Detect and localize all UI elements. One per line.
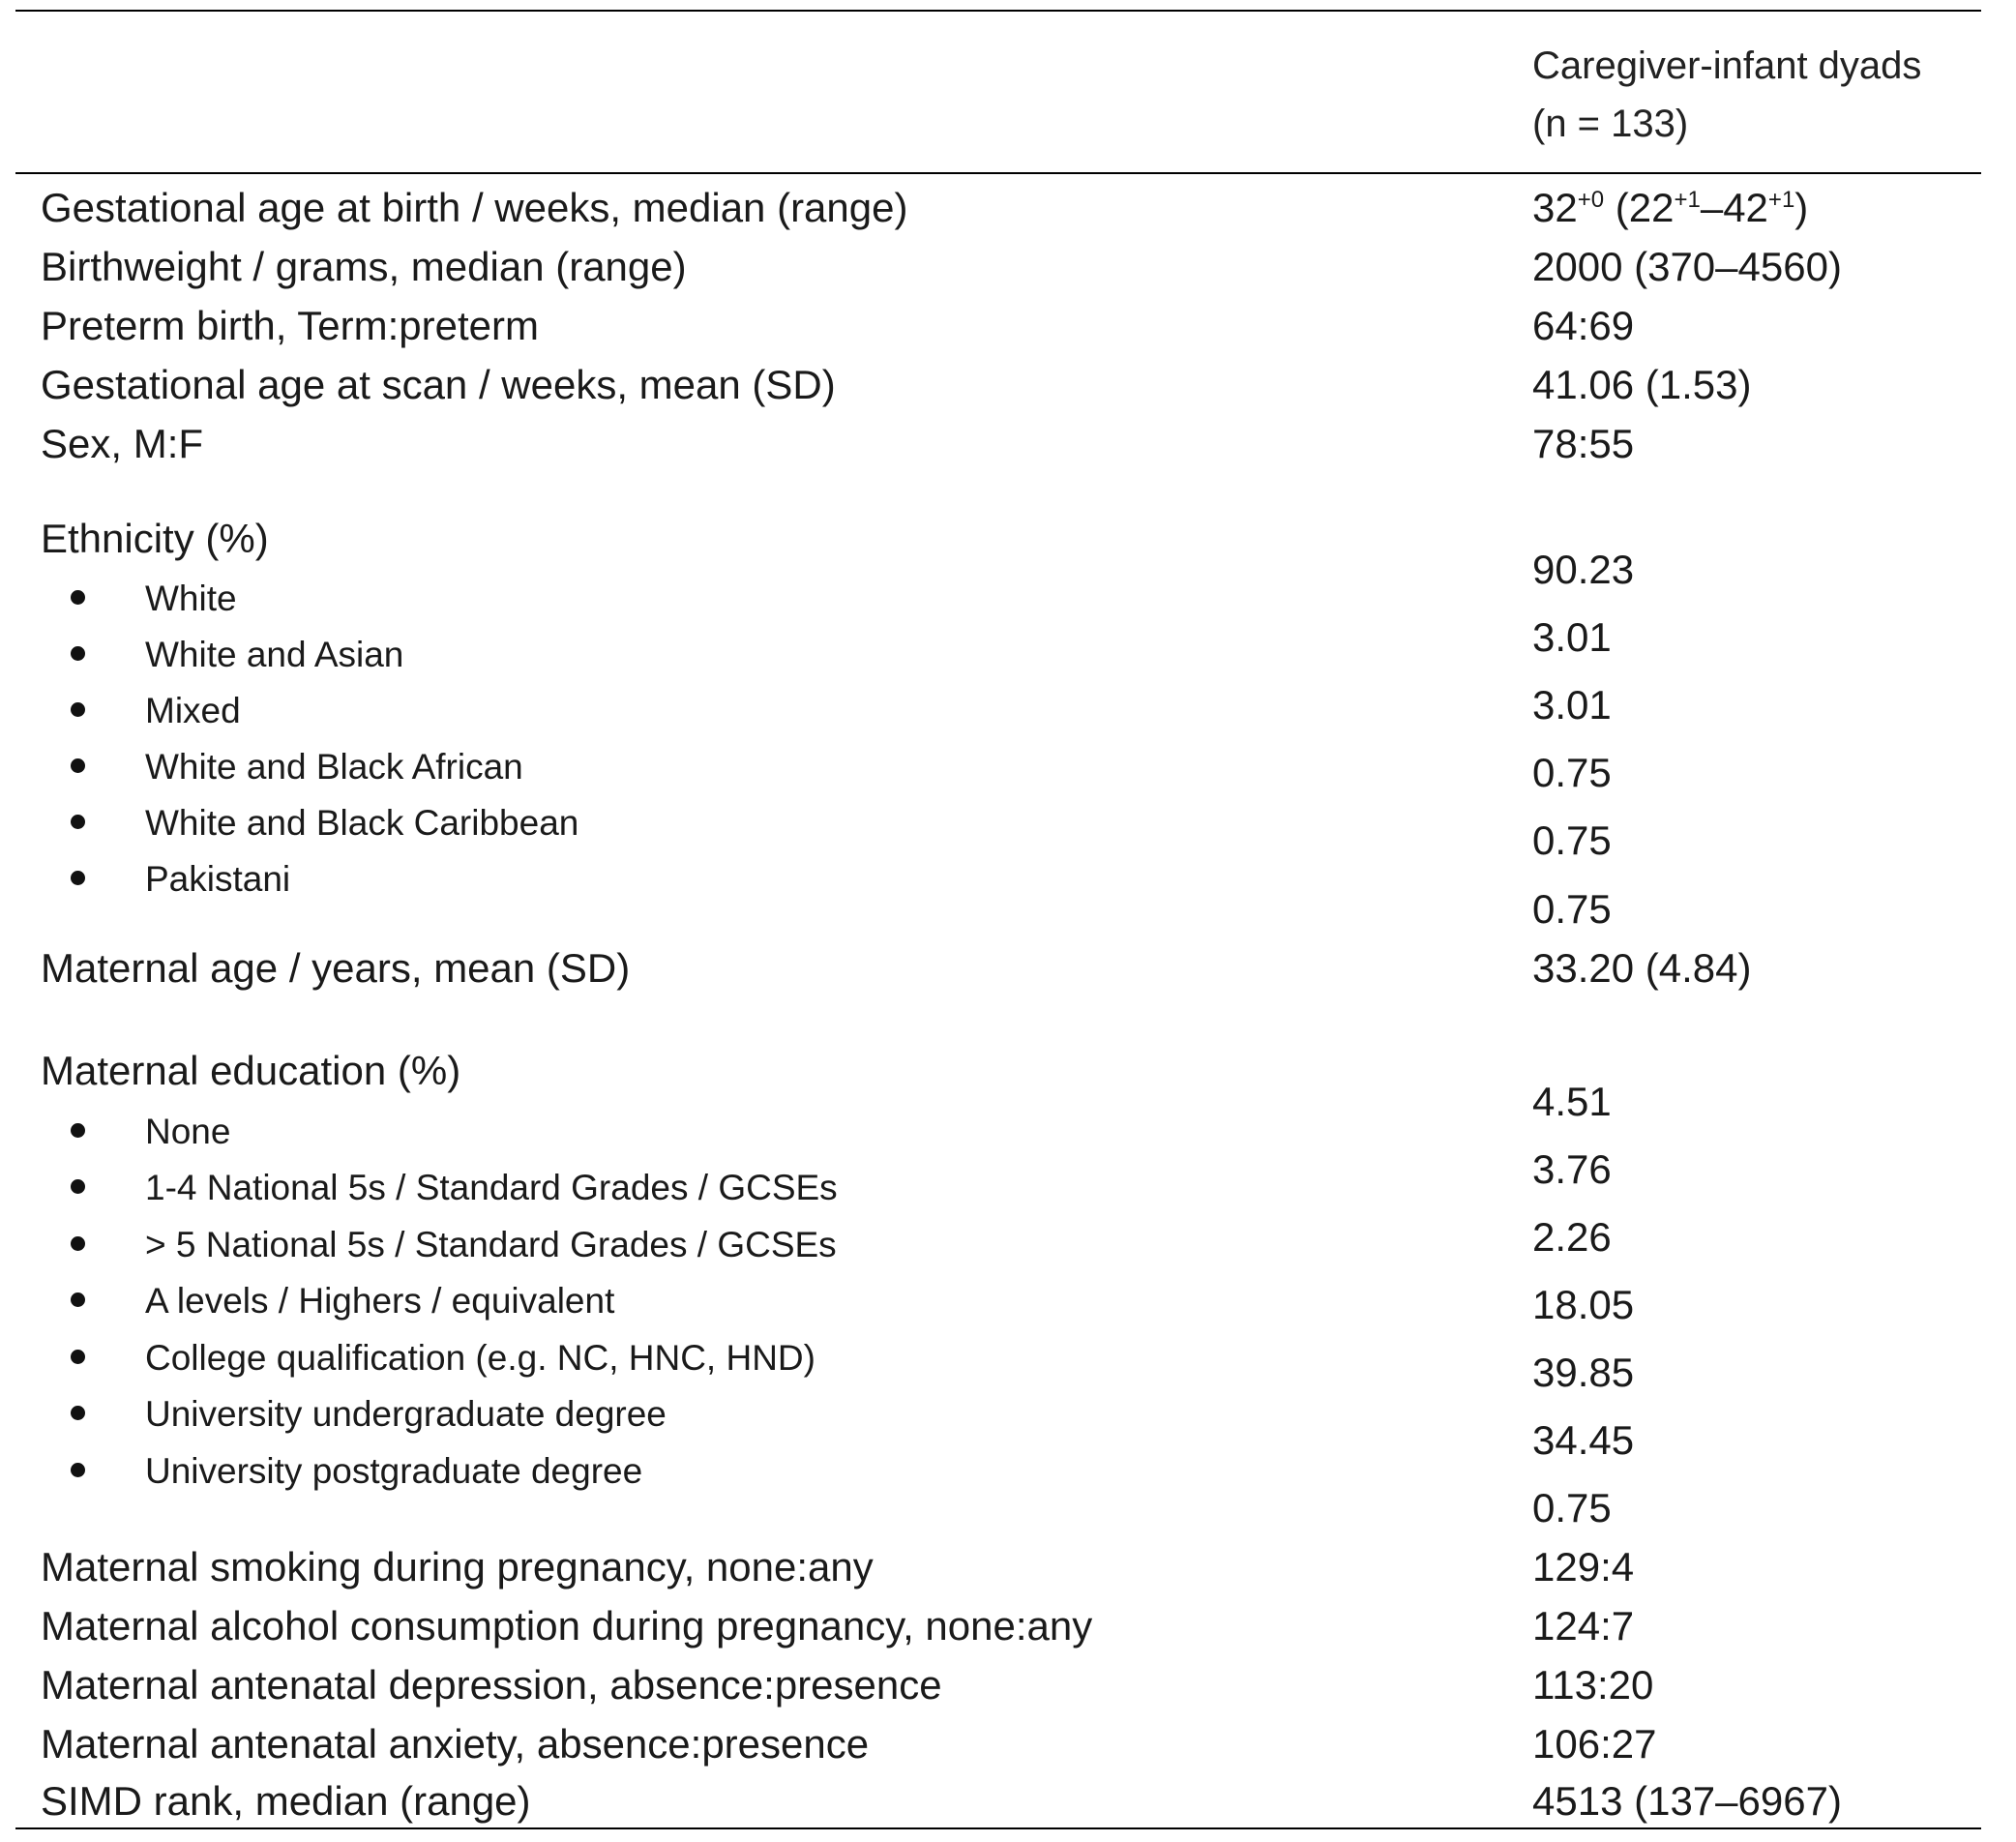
bullet-icon — [71, 1350, 85, 1364]
bullet-icon — [71, 758, 85, 773]
education-value: 4.51 — [1532, 1079, 1612, 1124]
bullet-icon — [71, 702, 85, 717]
section-label-ethnicity: Ethnicity (%) — [41, 516, 269, 561]
bullet-icon — [71, 815, 85, 829]
row-label-alcohol: Maternal alcohol consumption during pregnancy, none:any — [41, 1603, 1093, 1649]
education-item-none: None — [145, 1112, 231, 1151]
row-label-anxiety: Maternal antenatal anxiety, absence:presence — [41, 1721, 870, 1767]
bullet-icon — [71, 871, 85, 885]
bullet-icon — [71, 1463, 85, 1477]
education-value: 39.85 — [1532, 1350, 1635, 1395]
row-label-sex: Sex, M:F — [41, 421, 204, 466]
row-label-gestational-age-birth: Gestational age at birth / weeks, median (range) — [41, 185, 908, 230]
table-top-rule — [15, 10, 1981, 12]
row-label-maternal-age: Maternal age / years, mean (SD) — [41, 945, 631, 991]
ethnicity-value: 3.01 — [1532, 614, 1612, 660]
row-value-smoking: 129:4 — [1532, 1544, 1635, 1589]
education-item-undergraduate: University undergraduate degree — [145, 1394, 667, 1434]
education-item-postgraduate: University postgraduate degree — [145, 1451, 643, 1491]
ethnicity-item-white: White — [145, 579, 237, 618]
row-value-sex: 78:55 — [1532, 421, 1635, 466]
row-label-gestational-age-scan: Gestational age at scan / weeks, mean (SD) — [41, 362, 836, 407]
ethnicity-value: 90.23 — [1532, 547, 1635, 592]
row-value-depression: 113:20 — [1532, 1662, 1654, 1708]
ethnicity-value: 3.01 — [1532, 682, 1612, 728]
row-label-depression: Maternal antenatal depression, absence:presence — [41, 1662, 942, 1708]
education-value: 2.26 — [1532, 1214, 1612, 1260]
education-value: 3.76 — [1532, 1146, 1612, 1192]
column-header-line2: (n = 133) — [1532, 103, 1689, 145]
bullet-icon — [71, 590, 85, 605]
ethnicity-value: 0.75 — [1532, 817, 1612, 863]
education-value: 18.05 — [1532, 1282, 1635, 1327]
row-value-gestational-age-birth: $32^{+0}$ $(22^{+1}-42^{+1})$ — [1532, 185, 1809, 230]
row-label-smoking: Maternal smoking during pregnancy, none:any — [41, 1544, 874, 1589]
row-value-preterm: 64:69 — [1532, 303, 1635, 348]
education-item-1-4-national: 1-4 National 5s / Standard Grades / GCSEs — [145, 1168, 838, 1207]
row-value-alcohol: 124:7 — [1532, 1603, 1635, 1649]
bullet-icon — [71, 1406, 85, 1420]
ethnicity-item-white-black-african: White and Black African — [145, 747, 523, 787]
ethnicity-item-pakistani: Pakistani — [145, 859, 291, 899]
row-value-simd: 4513 (137–6967) — [1532, 1778, 1842, 1824]
education-item-a-levels: A levels / Highers / equivalent — [145, 1281, 615, 1321]
bullet-icon — [71, 646, 85, 661]
column-header-line1: Caregiver-infant dyads — [1532, 45, 1922, 87]
ethnicity-value: 0.75 — [1532, 750, 1612, 795]
row-value-birthweight: 2000 (370–4560) — [1532, 244, 1842, 289]
row-label-preterm: Preterm birth, Term:preterm — [41, 303, 540, 348]
bullet-icon — [71, 1179, 85, 1194]
section-label-maternal-education: Maternal education (%) — [41, 1048, 461, 1093]
row-value-maternal-age: 33.20 (4.84) — [1532, 945, 1752, 991]
table-bottom-rule — [15, 1827, 1981, 1829]
ethnicity-item-mixed: Mixed — [145, 691, 241, 730]
row-value-gestational-age-scan: 41.06 (1.53) — [1532, 362, 1752, 407]
bullet-icon — [71, 1123, 85, 1138]
bullet-icon — [71, 1236, 85, 1251]
education-value: 34.45 — [1532, 1417, 1635, 1463]
ethnicity-item-white-black-caribbean: White and Black Caribbean — [145, 803, 579, 843]
education-item-college: College qualification (e.g. NC, HNC, HND) — [145, 1338, 815, 1378]
row-label-birthweight: Birthweight / grams, median (range) — [41, 244, 687, 289]
ethnicity-value: 0.75 — [1532, 886, 1612, 932]
header-rule — [15, 172, 1981, 174]
ethnicity-item-white-asian: White and Asian — [145, 635, 404, 674]
education-value: 0.75 — [1532, 1485, 1612, 1530]
bullet-icon — [71, 1292, 85, 1307]
education-item-5-national: > 5 National 5s / Standard Grades / GCSEs — [145, 1225, 837, 1264]
row-label-simd: SIMD rank, median (range) — [41, 1778, 531, 1824]
row-value-anxiety: 106:27 — [1532, 1721, 1657, 1767]
